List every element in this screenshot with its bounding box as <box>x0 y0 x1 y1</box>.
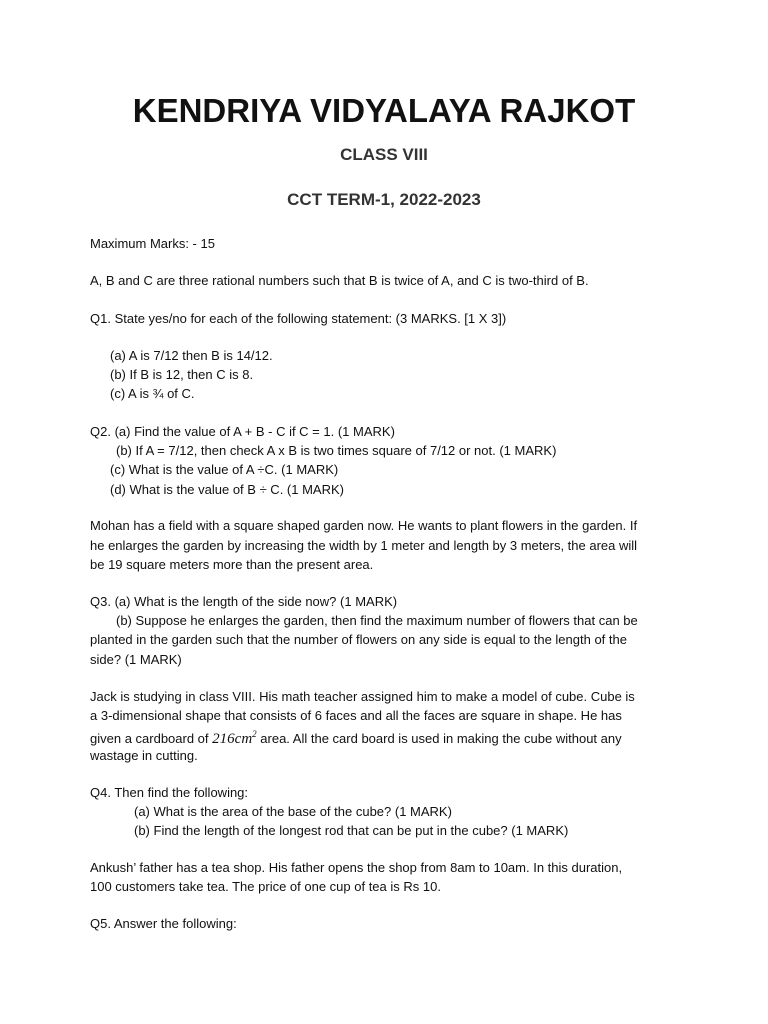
mohan-para-line-1: Mohan has a field with a square shaped garden now. He wants to plant flowers in the garden. If <box>90 518 638 533</box>
jack-para-line-2: a 3-dimensional shape that consists of 6 faces and all the faces are square in shape. He has <box>90 708 622 723</box>
q2-part-d: (d) What is the value of B ÷ C. (1 MARK) <box>110 482 344 497</box>
mohan-para-line-3: be 19 square meters more than the present area. <box>90 557 374 572</box>
area-expression <box>212 731 257 747</box>
q3-part-a: Q3. (a) What is the length of the side now? (1 MARK) <box>90 594 398 609</box>
q5-text: Q5. Answer the following: <box>90 916 237 931</box>
q3-part-b-line-2: planted in the garden such that the number of flowers on any side is equal to the length of the <box>90 632 627 647</box>
q4-part-a: (a) What is the area of the base of the cube? (1 MARK) <box>134 804 452 819</box>
jack-para-line-1: Jack is studying in class VIII. His math teacher assigned him to make a model of cube. Cube is <box>90 689 635 704</box>
q3-part-b-line-3: side? (1 MARK) <box>90 652 182 667</box>
q1-option-c: (c) A is ¾ of C. <box>110 386 195 401</box>
jack-para-line-4: wastage in cutting. <box>90 748 198 763</box>
q2-part-c: (c) What is the value of A ÷C. (1 MARK) <box>110 462 339 477</box>
mohan-para-line-2: he enlarges the garden by increasing the width by 1 meter and length by 3 meters, the area will <box>90 538 638 553</box>
q2-part-a: Q2. (a) Find the value of A + B - C if C = 1. (1 MARK) <box>90 424 395 439</box>
q2-part-b: (b) If A = 7/12, then check A x B is two times square of 7/12 or not. (1 MARK) <box>116 443 557 458</box>
class-heading: CLASS VIII <box>340 145 428 164</box>
max-marks: Maximum Marks: - 15 <box>90 236 215 251</box>
ankush-para-line-1: Ankush’ father has a tea shop. His father opens the shop from 8am to 10am. In this duration, <box>90 860 623 875</box>
q1-text: Q1. State yes/no for each of the following statement: (3 MARKS. [1 X 3]) <box>90 311 507 326</box>
area-exponent: 2 <box>252 729 257 739</box>
q4-part-b: (b) Find the length of the longest rod that can be put in the cube? (1 MARK) <box>134 823 569 838</box>
term-heading: CCT TERM-1, 2022-2023 <box>287 190 481 209</box>
jack-line-3-suffix: area. All the card board is used in making the cube without any <box>260 731 622 746</box>
area-value: 216 <box>212 731 235 747</box>
area-unit: cm <box>234 731 253 747</box>
q1-option-a: (a) A is 7/12 then B is 14/12. <box>110 348 273 363</box>
jack-line-3-prefix: given a cardboard of <box>90 731 209 746</box>
ankush-para-line-2: 100 customers take tea. The price of one cup of tea is Rs 10. <box>90 879 441 894</box>
school-title: KENDRIYA VIDYALAYA RAJKOT <box>132 92 636 129</box>
q4-text: Q4. Then find the following: <box>90 785 249 800</box>
intro-text: A, B and C are three rational numbers such that B is twice of A, and C is two-third of B. <box>90 273 589 288</box>
q3-part-b-line-1: (b) Suppose he enlarges the garden, then find the maximum number of flowers that can be <box>116 613 638 628</box>
q1-option-b: (b) If B is 12, then C is 8. <box>110 367 254 382</box>
